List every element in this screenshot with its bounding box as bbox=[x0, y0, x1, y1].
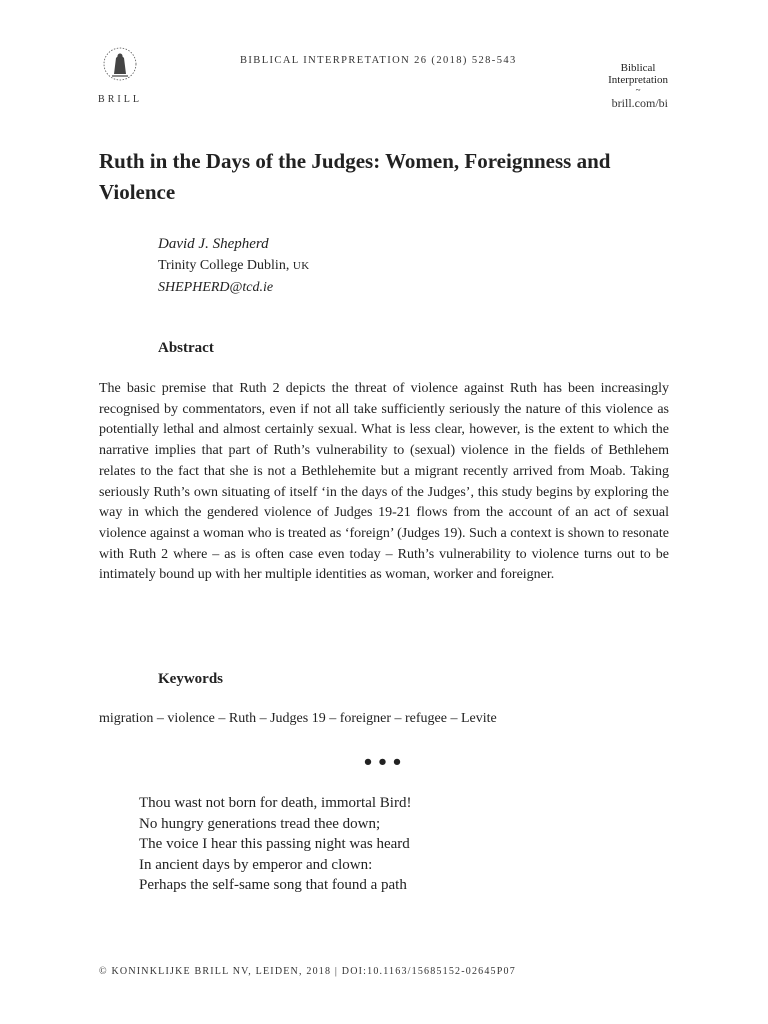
affiliation-institution: Trinity College Dublin, bbox=[158, 258, 293, 273]
epigraph bbox=[139, 793, 411, 896]
keywords-list: migration – violence – Ruth – Judges 19 – foreigner – refugee – Levite bbox=[99, 711, 497, 726]
journal-mark-symbol: ~ bbox=[635, 85, 641, 95]
article-title: Ruth in the Days of the Judges: Women, Foreignness and Violence bbox=[99, 149, 611, 204]
epigraph-line: No hungry generations tread thee down; bbox=[139, 815, 381, 832]
running-head: BIBLICAL INTERPRETATION 26 (2018) 528-543 bbox=[240, 55, 517, 66]
journal-mark-line1: Biblical bbox=[620, 62, 656, 74]
section-separator: ••• bbox=[362, 752, 406, 773]
journal-mark-line2: Interpretation bbox=[608, 74, 668, 86]
author-affiliation bbox=[158, 255, 310, 277]
journal-mark bbox=[608, 62, 668, 94]
journal-website[interactable]: brill.com/bi bbox=[611, 96, 668, 110]
publisher-logo bbox=[96, 44, 144, 105]
copyright-footer: © KONINKLIJKE BRILL NV, LEIDEN, 2018 | DOI:10.1163/15685152-02645P07 bbox=[99, 966, 516, 977]
author-name: David J. Shepherd bbox=[158, 236, 269, 252]
keywords-heading: Keywords bbox=[158, 671, 223, 687]
epigraph-line: The voice I hear this passing night was heard bbox=[139, 836, 410, 852]
author-email[interactable]: SHEPHERD@tcd.ie bbox=[158, 280, 274, 295]
epigraph-line: Perhaps the self-same song that found a path bbox=[139, 877, 407, 893]
abstract-heading: Abstract bbox=[158, 340, 214, 356]
abstract-text: The basic premise that Ruth 2 depicts the threat of violence against Ruth has been increasingly recognised by commentators, even if not all take sufficiently seriously the nature of this violence as potentially lethal and almost certainly sexual. What is less clear, however, is the extent to which the narrative implies that part of Ruth’s vulnerability to (sexual) violence in the fields of Bethlehem relates to the fact that she is not a Bethlehemite but a migrant recently arrived from Moab. Taking seriously Ruth’s own situating of itself ‘in the days of the Judges’, this study begins by exploring the way in which the gendered violence of Judges 19-21 flows from the account of an act of sexual violence against a woman who is treated as ‘foreign’ (Judges 19). Such a context is shown to resonate with Ruth 2 where – as is often case even today – Ruth’s vulnerability to violence turns out to be intimately bound up with her multiple identities as woman, worker and foreigner. bbox=[99, 381, 669, 583]
epigraph-line: In ancient days by emperor and clown: bbox=[139, 856, 373, 873]
brill-emblem-icon bbox=[102, 44, 138, 88]
publisher-name: BRILL bbox=[98, 94, 142, 105]
affiliation-country: UK bbox=[292, 260, 310, 272]
epigraph-line: Thou wast not born for death, immortal Bird! bbox=[139, 795, 412, 811]
author-block bbox=[158, 234, 310, 298]
